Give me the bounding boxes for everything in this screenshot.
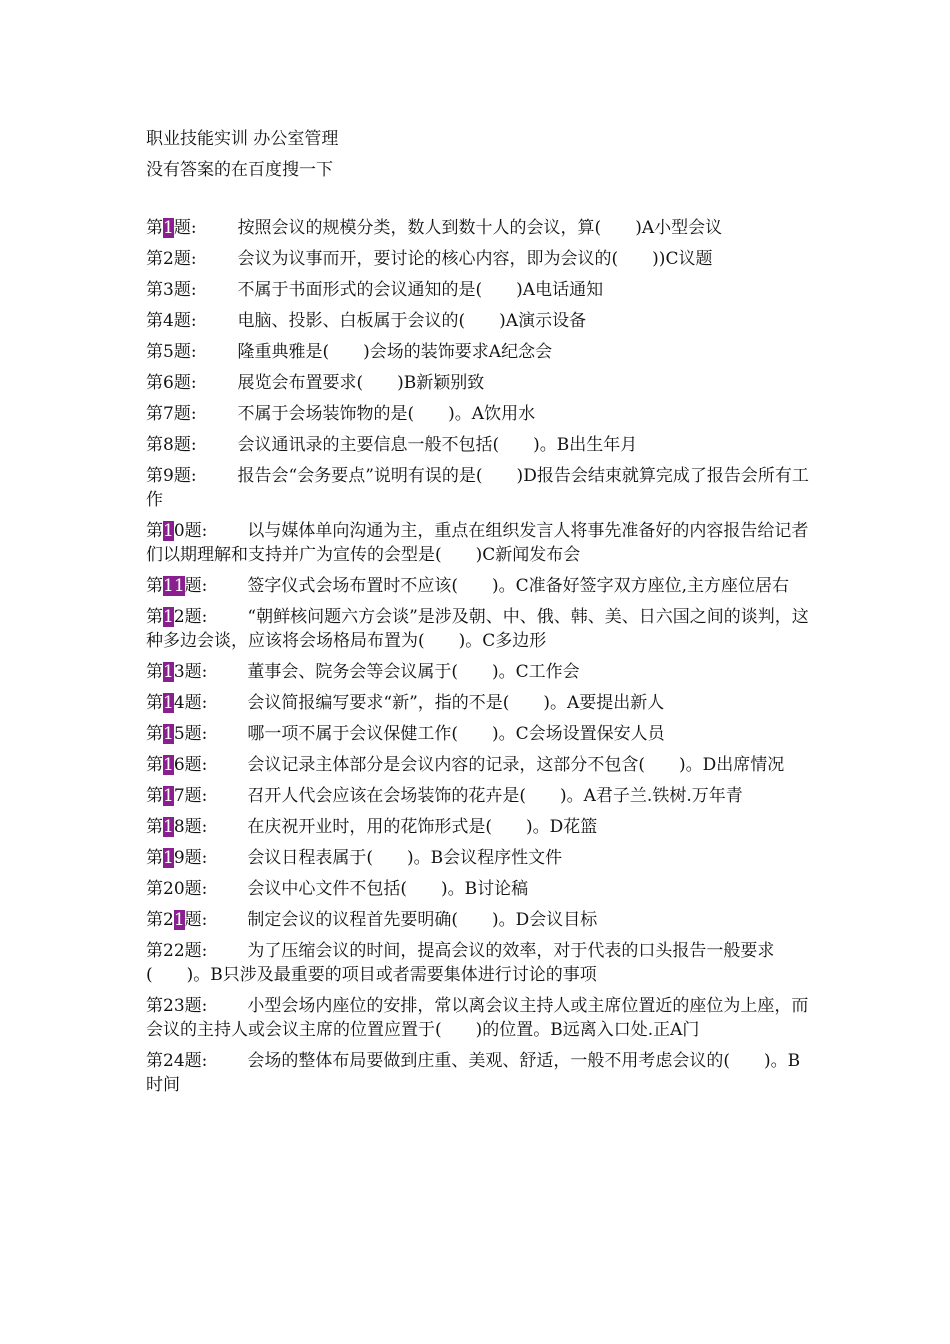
question-number-suffix: 2题: <box>173 607 208 627</box>
question-number-suffix: 题: <box>184 576 208 596</box>
question-number-suffix: 9题: <box>173 848 208 868</box>
question-number-suffix: 8题: <box>173 817 208 837</box>
search-highlight: 1 <box>163 218 174 238</box>
question-number-prefix: 第2 <box>146 910 174 930</box>
search-highlight: 11 <box>163 576 185 596</box>
question-number-prefix: 第3题: <box>146 280 197 300</box>
question-number-prefix: 第23题: <box>146 996 208 1016</box>
search-highlight: 1 <box>163 724 174 744</box>
question-text: 召开人代会应该在会场装饰的花卉是( )。A君子兰.铁树.万年青 <box>247 786 743 806</box>
search-highlight: 1 <box>163 786 174 806</box>
question-item <box>146 753 811 777</box>
question-number <box>146 373 197 393</box>
question-text: 不属于会场装饰物的是( )。A饮用水 <box>237 404 536 424</box>
question-number-prefix: 第 <box>146 521 163 541</box>
search-highlight: 1 <box>163 521 174 541</box>
question-text: 董事会、院务会等会议属于( )。C工作会 <box>247 662 580 682</box>
question-item <box>146 846 811 870</box>
question-text: 在庆祝开业时，用的花饰形式是( )。D花篮 <box>247 817 598 837</box>
question-number <box>146 1051 207 1071</box>
search-highlight: 1 <box>163 755 174 775</box>
question-number-suffix: 7题: <box>173 786 208 806</box>
question-number-suffix: 4题: <box>173 693 208 713</box>
search-highlight: 1 <box>163 693 174 713</box>
question-text: 会议记录主体部分是会议内容的记录，这部分不包含( )。D出席情况 <box>247 755 785 775</box>
question-item <box>146 574 811 598</box>
question-number <box>146 662 207 682</box>
question-item <box>146 464 811 512</box>
question-number-prefix: 第 <box>146 662 163 682</box>
question-item <box>146 216 811 240</box>
question-number <box>146 786 207 806</box>
question-text: 隆重典雅是( )会场的装饰要求A纪念会 <box>237 342 553 362</box>
question-item <box>146 371 811 395</box>
question-number-prefix: 第24题: <box>146 1051 208 1071</box>
question-number-prefix: 第 <box>146 724 163 744</box>
question-number-prefix: 第20题: <box>146 879 208 899</box>
question-item <box>146 278 811 302</box>
document-subtitle: 没有答案的在百度搜一下 <box>146 160 333 180</box>
question-number <box>146 848 207 868</box>
question-number <box>146 466 197 486</box>
document-title: 职业技能实训 办公室管理 <box>146 129 339 149</box>
question-item <box>146 784 811 808</box>
question-number-suffix: 6题: <box>173 755 208 775</box>
question-number <box>146 280 197 300</box>
search-highlight: 1 <box>173 910 185 930</box>
question-text: 签字仪式会场布置时不应该( )。C准备好签字双方座位,主方座位居右 <box>247 576 790 596</box>
question-item <box>146 605 811 653</box>
question-item <box>146 433 811 457</box>
question-text: 按照会议的规模分类，数人到数十人的会议，算( )A小型会议 <box>237 218 723 238</box>
question-item <box>146 691 811 715</box>
question-number-prefix: 第9题: <box>146 466 197 486</box>
question-item <box>146 519 811 567</box>
question-text: 会议通讯录的主要信息一般不包括( )。B出生年月 <box>237 435 638 455</box>
question-item <box>146 247 811 271</box>
question-number-prefix: 第8题: <box>146 435 197 455</box>
question-text: 报告会“会务要点”说明有误的是( )D报告会结束就算完成了报告会所有工作 <box>146 466 809 510</box>
question-text: “朝鲜核问题六方会谈”是涉及朝、中、俄、韩、美、日六国之间的谈判，这种多边会谈，应该将会场格局布置为( )。C多边形 <box>146 607 809 651</box>
question-number <box>146 724 207 744</box>
document-header <box>146 124 826 186</box>
question-number <box>146 755 207 775</box>
question-text: 以与媒体单向沟通为主，重点在组织发言人将事先准备好的内容报告给记者们以期理解和支持并广为宣传的会型是( )C新闻发布会 <box>146 521 809 565</box>
question-number-prefix: 第 <box>146 693 163 713</box>
search-highlight: 1 <box>163 662 174 682</box>
question-item <box>146 994 811 1042</box>
question-item <box>146 309 811 333</box>
question-text: 展览会布置要求( )B新颖别致 <box>237 373 485 393</box>
question-text: 会议中心文件不包括( )。B讨论稿 <box>247 879 529 899</box>
question-number <box>146 218 197 238</box>
question-number-prefix: 第 <box>146 576 163 596</box>
question-number-prefix: 第5题: <box>146 342 197 362</box>
question-number-prefix: 第22题: <box>146 941 208 961</box>
question-number-prefix: 第 <box>146 755 163 775</box>
question-item <box>146 660 811 684</box>
search-highlight: 1 <box>163 607 174 627</box>
question-item <box>146 908 811 932</box>
question-number <box>146 249 197 269</box>
question-text: 会议日程表属于( )。B会议程序性文件 <box>247 848 563 868</box>
question-text: 会议简报编写要求“新”，指的不是( )。A要提出新人 <box>247 693 665 713</box>
question-number <box>146 693 207 713</box>
question-number <box>146 941 207 961</box>
question-number-prefix: 第 <box>146 848 163 868</box>
question-item <box>146 939 811 987</box>
question-number-prefix: 第6题: <box>146 373 197 393</box>
question-number-prefix: 第 <box>146 218 163 238</box>
question-number <box>146 910 207 930</box>
question-number-prefix: 第2题: <box>146 249 197 269</box>
question-text: 制定会议的议程首先要明确( )。D会议目标 <box>247 910 598 930</box>
search-highlight: 1 <box>163 817 174 837</box>
question-number-prefix: 第 <box>146 817 163 837</box>
question-item <box>146 722 811 746</box>
question-number-suffix: 0题: <box>173 521 208 541</box>
question-number <box>146 607 207 627</box>
question-item <box>146 402 811 426</box>
question-number <box>146 521 207 541</box>
question-item <box>146 340 811 364</box>
question-item <box>146 877 811 901</box>
question-number-suffix: 5题: <box>173 724 208 744</box>
question-text: 电脑、投影、白板属于会议的( )A演示设备 <box>237 311 587 331</box>
question-number-suffix: 3题: <box>173 662 208 682</box>
question-text: 哪一项不属于会议保健工作( )。C会场设置保安人员 <box>247 724 665 744</box>
question-list <box>146 216 811 1104</box>
question-number <box>146 435 197 455</box>
question-number <box>146 576 207 596</box>
search-highlight: 1 <box>163 848 174 868</box>
question-number <box>146 879 207 899</box>
question-number-prefix: 第 <box>146 607 163 627</box>
question-text: 小型会场内座位的安排，常以离会议主持人或主席位置近的座位为上座，而会议的主持人或会议主席的位置应置于( )的位置。B远离入口处.正A门 <box>146 996 809 1040</box>
question-number <box>146 342 197 362</box>
question-number <box>146 404 197 424</box>
question-number <box>146 817 207 837</box>
question-text: 会议为议事而开，要讨论的核心内容，即为会议的( ))C议题 <box>237 249 713 269</box>
question-number-prefix: 第4题: <box>146 311 197 331</box>
question-item <box>146 815 811 839</box>
question-number-prefix: 第 <box>146 786 163 806</box>
question-item <box>146 1049 811 1097</box>
question-text: 不属于书面形式的会议通知的是( )A电话通知 <box>237 280 604 300</box>
question-text: 会场的整体布局要做到庄重、美观、舒适，一般不用考虑会议的( )。B时间 <box>146 1051 801 1095</box>
question-number-suffix: 题: <box>173 218 197 238</box>
question-number <box>146 311 197 331</box>
question-number-suffix: 题: <box>184 910 208 930</box>
question-text: 为了压缩会议的时间，提高会议的效率，对于代表的口头报告一般要求( )。B只涉及最重要的项目或者需要集体进行讨论的事项 <box>146 941 775 985</box>
question-number-prefix: 第7题: <box>146 404 197 424</box>
question-number <box>146 996 207 1016</box>
